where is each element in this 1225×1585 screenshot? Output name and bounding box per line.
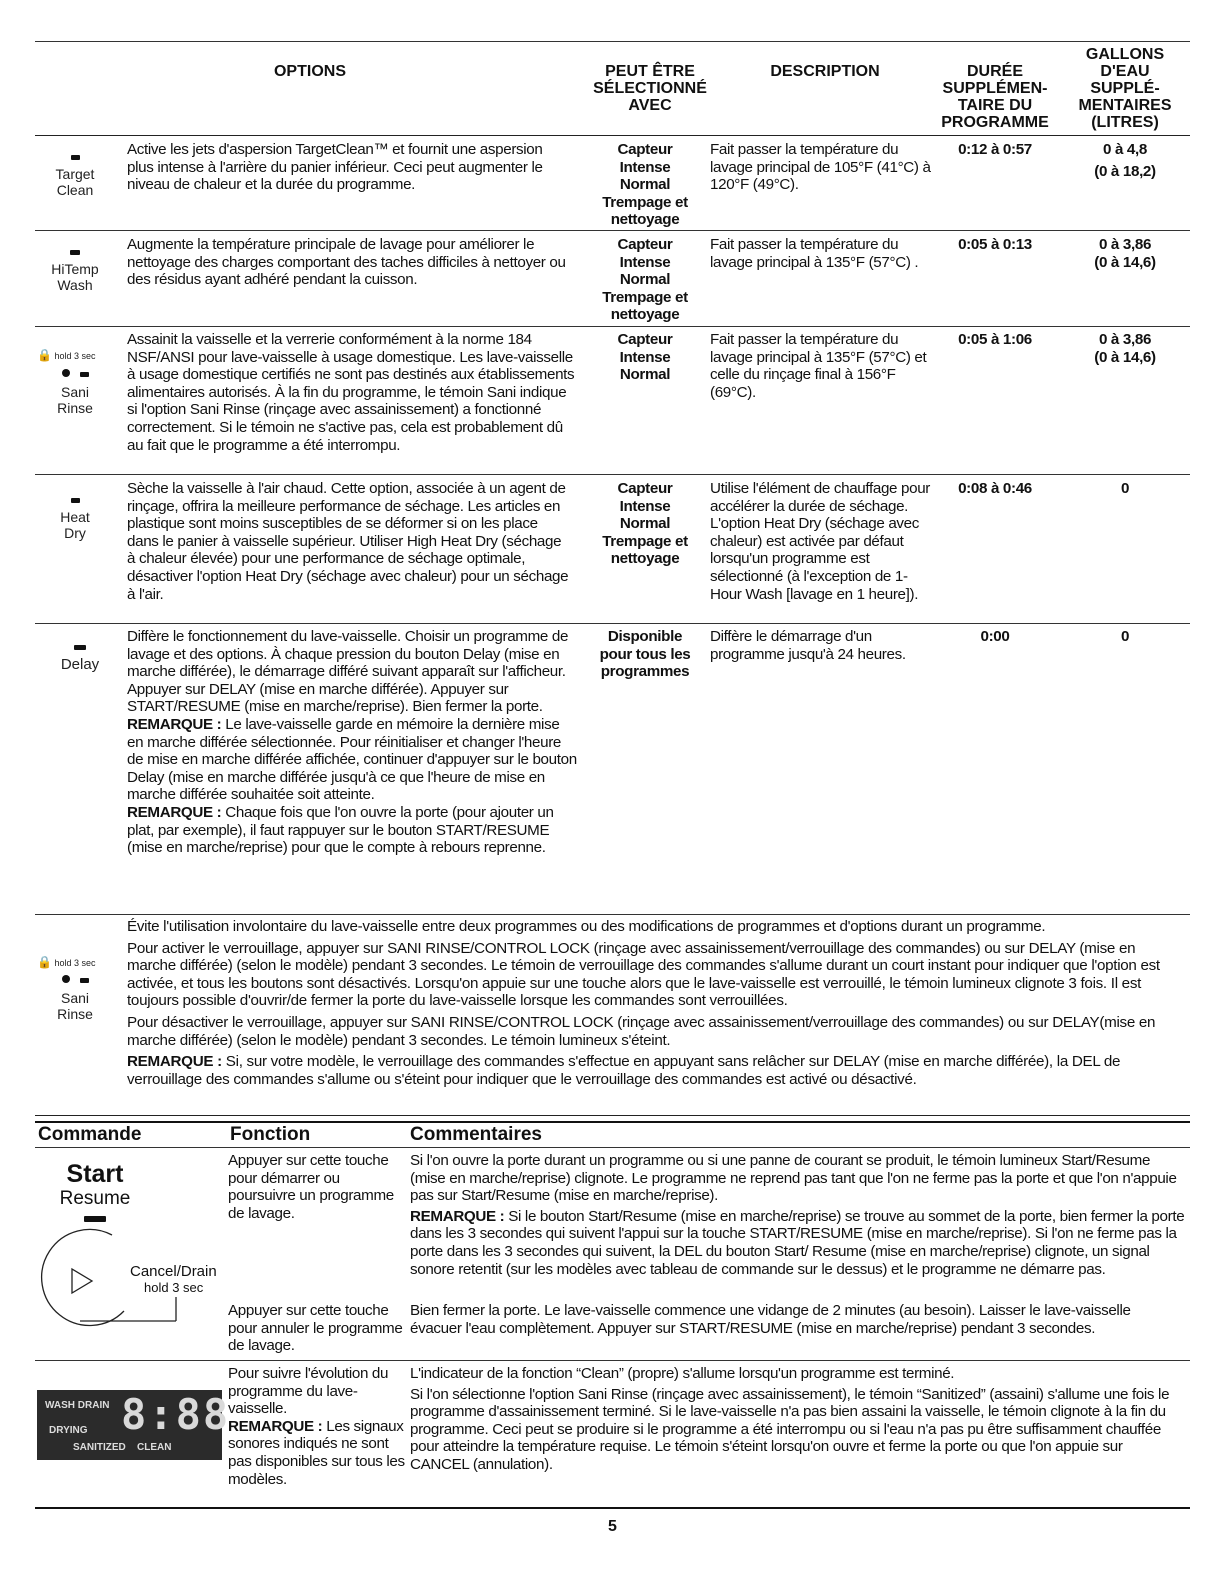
clean-label: CLEAN (137, 1442, 172, 1453)
hitemp-wash-selectable: Capteur Intense Normal Trempage et nettoyage (602, 236, 688, 324)
header-peut: PEUT ÊTRE SÉLECTIONNÉ AVEC (593, 63, 707, 114)
commands-top-rule (35, 1121, 1190, 1123)
hitemp-wash-label: HiTemp Wash (51, 261, 99, 293)
sani-rinse-selectable: Capteur Intense Normal (617, 331, 673, 384)
lock-icon: 🔒 (37, 955, 52, 969)
hitemp-wash-duree: 0:05 à 0:13 (958, 236, 1032, 253)
note-label: REMARQUE : (127, 1053, 222, 1071)
resume-label: Resume (59, 1188, 131, 1209)
heat-dry-options: Sèche la vaisselle à l'air chaud. Cette option, associée à un agent de rinçage, offrira la meilleure performance de séchage. Les articles en plastique sont moins susceptibles de se déformer si on les place dans le panier à vaisselle supérieur. Utiliser High Heat Dry (séchage à chaleur élevée) pour une performance de séchage optimale, désactiver l'option Heat Dry (séchage avec chaleur) pour un séchage à l'air. (127, 480, 569, 603)
display-comment (410, 1365, 1185, 1474)
sani-rinse-description: Fait passer la température du lavage principal à 135°F (57°C) et celle du rinçage final à 156°F (69°C). (710, 331, 927, 401)
sanitized-label: SANITIZED (73, 1442, 126, 1453)
display-digits: 8:88 (121, 1390, 231, 1439)
status-dot-icon (62, 975, 70, 983)
display-fonction (228, 1365, 406, 1488)
drying-label: DRYING (49, 1425, 88, 1436)
lock-sani-rinse-label: Sani Rinse (57, 990, 93, 1022)
delay-description: Diffère le démarrage d'un programme jusqu'à 24 heures. (710, 628, 906, 663)
lock-section-indicator (37, 955, 96, 969)
heat-dry-label: Heat Dry (60, 509, 90, 541)
delay-note-2 (127, 804, 577, 857)
note-label: REMARQUE : (410, 1207, 505, 1225)
heat-dry-duree: 0:08 à 0:46 (958, 480, 1032, 497)
status-display (37, 1390, 231, 1460)
display-fonction-text: Pour suivre l'évolution du programme du lave-vaisselle. (228, 1365, 389, 1418)
hitemp-wash-description: Fait passer la température du lavage principal à 135°F (57°C) . (710, 236, 919, 271)
cancel-drain-label: Cancel/Drain (130, 1263, 217, 1280)
hold-label: hold 3 sec (54, 351, 96, 361)
hitemp-wash-options: Augmente la température principale de lavage pour améliorer le nettoyage des charges comportant des taches difficiles à nettoyer ou des résidus ayant adhéré pendant la cuisson. (127, 236, 566, 289)
cancel-hold-label: hold 3 sec (144, 1280, 204, 1295)
delay-note-1 (127, 716, 577, 804)
display-comment-2: Si l'on sélectionne l'option Sani Rinse (rinçage avec assainissement), le témoin “Sanitized” (assaini) s'allume une fois le programme d'assainissement terminé. Si le lave-vaisselle n'a pas bien assaini la vaisselle, le témoin clignote à la fin du programme. Ceci peut se produire si le programme a été interrompu ou si l'eau n'a pas pu être suffisamment chauffée pour atteindre la température requise. Le témoin s'éteint lorsqu'on ouvre et ferme la porte ou que l'on appuie sur CANCEL (annulation). (410, 1385, 1170, 1473)
lock-note (127, 1053, 1185, 1088)
hold-label: hold 3 sec (54, 958, 96, 968)
delay-selectable: Disponible pour tous les programmes (599, 628, 691, 681)
fonction-header: Fonction (230, 1124, 311, 1145)
cancel-drain-button[interactable] (28, 1225, 228, 1335)
heat-dry-description: Utilise l'élément de chauffage pour accélérer la durée de séchage. L'option Heat Dry (séchage avec chaleur) est activée par défaut lorsqu'un programme est sélectionné (à l'exception de 1-Hour Wash [lavage en 1 heure]). (710, 480, 931, 603)
note-text: Le lave-vaisselle garde en mémoire la dernière mise en marche différée sélectionnée. Pour réinitialiser et changer l'heure de mise en marche différée affichée, continuer d'appuyer sur le bouton Delay (mise en marche différée jusqu'à ce que l'heure de mise en marche différée souhaitée soit atteinte. (127, 715, 577, 804)
start-label: Start (66, 1160, 124, 1188)
note-text: Si le bouton Start/Resume (mise en marche/reprise) se trouve au sommet de la porte, bien fermer la porte dans les 3 secondes qui suivent l'appui sur la touche START/RESUME (mise en marche/reprise). Si l'on ne ferme pas la porte dans les 3 secondes qui suivent, la DEL du bouton Start/ Resume (mise en marche/reprise) clignote, un signal sonore retentit (sur les modèles avec tableau de commande sur le dessus) et le programme ne démarre pas. (410, 1207, 1185, 1278)
status-dot-icon (62, 369, 70, 377)
target-clean-label: Target Clean (55, 166, 95, 198)
sani-rinse-lock-indicator (37, 348, 96, 362)
row-rule (35, 326, 1190, 327)
heat-dry-selectable: Capteur Intense Normal Trempage et nettoyage (602, 480, 688, 568)
lock-paragraph-3: Pour désactiver le verrouillage, appuyer sur SANI RINSE/CONTROL LOCK (rinçage avec assainissement/verrouillage des commandes) ou sur DELAY(mise en marche différée) (selon le modèle) pendant 3 secondes. Le témoin lumineux s'éteint. (127, 1013, 1156, 1049)
hitemp-wash-control[interactable] (40, 250, 110, 293)
header-gallons: GALLONS D'EAU SUPPLÉ- MENTAIRES (LITRES) (1078, 46, 1172, 131)
note-label: REMARQUE : (127, 715, 222, 733)
top-rule (35, 41, 1190, 42)
delay-options (127, 628, 577, 857)
delay-label: Delay (60, 656, 100, 673)
commands-row-rule (35, 1360, 1190, 1361)
start-resume-button[interactable] (40, 1160, 150, 1228)
litres-value: (0 à 18,2) (1094, 162, 1156, 180)
target-clean-options: Active les jets d'aspersion TargetClean™ et fournit une aspersion plus intense à l'arrière du panier inférieur. Ceci peut augmenter le niveau de chaleur et la durée du programme. (127, 141, 543, 194)
delay-options-text: Diffère le fonctionnement du lave-vaisselle. Choisir un programme de lavage et des options. À chaque pression du bouton Delay (mise en marche différée), le démarrage différé suivant apparaît sur l'afficheur. Appuyer sur DELAY (mise en marche différée). Appuyer sur START/RESUME (mise en marche/reprise). Bien fermer la porte. (127, 628, 569, 716)
commentaires-header: Commentaires (410, 1124, 542, 1145)
gallons-value: 0 à 3,86 (1098, 236, 1152, 253)
header-description: DESCRIPTION (770, 63, 880, 80)
row-rule (35, 623, 1190, 624)
commands-bottom-rule (35, 1507, 1190, 1509)
start-comment (410, 1152, 1185, 1278)
litres-value: (0 à 14,6) (1094, 348, 1156, 366)
heat-dry-control[interactable] (45, 498, 105, 541)
sani-rinse-options: Assainit la vaisselle et la verrerie conformément à la norme 184 NSF/ANSI pour lave-vaisselle à usage domestique. Les lave-vaisselle à usage domestique certifiés ne sont pas destinés aux établissements alimentaires autorisés. À la fin du programme, le témoin Sani indique si l'option Sani Rinse (rinçage avec assainissement) a fonctionné correctement. Si le témoin ne s'active pas, cela est probablement dû au fait que le programme a été interrompu. (127, 331, 575, 454)
target-clean-duree: 0:12 à 0:57 (958, 141, 1032, 158)
header-rule (35, 135, 1190, 136)
wash-drain-label: WASH DRAIN (45, 1400, 110, 1411)
indicator-led-icon (71, 155, 80, 160)
commands-header-rule (35, 1147, 1190, 1148)
sani-rinse-label: Sani Rinse (57, 384, 93, 416)
display-fonction-note (228, 1418, 406, 1488)
gallons-value: 0 à 3,86 (1098, 331, 1152, 348)
note-label: REMARQUE : (127, 803, 222, 821)
lock-paragraph-2: Pour activer le verrouillage, appuyer sur SANI RINSE/CONTROL LOCK (rinçage avec assainissement/verrouillage des commandes) ou sur DELAY (mise en marche différée) (selon le modèle) pendant 3 secondes. Le témoin de verrouillage des commandes s'allume durant un court instant pour indiquer que l'option est activée, et tous les boutons sont désactivés. Lorsqu'on appuie sur une touche alors que le lave-vaisselle est verrouillé, le témoin lumineux clignote 3 fois. Il est toujours possible d'ouvrir/de fermer la porte du lave-vaisselle lorsque les commandes sont verrouillées. (127, 939, 1160, 1010)
gallons-value: 0 à 4,8 (1103, 141, 1147, 158)
indicator-led-icon (84, 1216, 106, 1222)
lock-icon: 🔒 (37, 348, 52, 362)
header-duree: DURÉE SUPPLÉMEN- TAIRE DU PROGRAMME (941, 63, 1049, 131)
target-clean-selectable: Capteur Intense Normal Trempage et nettoyage (602, 141, 688, 229)
target-clean-description: Fait passer la température du lavage principal de 105°F (41°C) à 120°F (49°C). (710, 141, 931, 194)
litres-value: (0 à 14,6) (1094, 253, 1156, 271)
header-options: OPTIONS (273, 63, 346, 80)
target-clean-gallons (1065, 141, 1185, 180)
indicator-led-icon (80, 372, 89, 377)
start-note (410, 1208, 1185, 1278)
delay-duree: 0:00 (980, 628, 1010, 645)
note-text: Chaque fois que l'on ouvre la porte (pour ajouter un plat, par exemple), il faut rappuyer sur le bouton START/RESUME (mise en marche/reprise) pour que le compte à rebours reprenne. (127, 803, 554, 857)
page-number: 5 (608, 1518, 617, 1535)
indicator-led-icon (71, 498, 80, 503)
delay-gallons: 0 (1120, 628, 1130, 645)
indicator-led-icon (80, 978, 89, 983)
target-clean-control[interactable] (45, 155, 105, 198)
row-rule (35, 914, 1190, 915)
hitemp-wash-gallons (1065, 236, 1185, 271)
indicator-led-icon (74, 645, 86, 650)
row-rule (35, 230, 1190, 231)
commande-header: Commande (38, 1124, 142, 1145)
start-fonction: Appuyer sur cette touche pour démarrer ou poursuivre un programme de lavage. (228, 1152, 394, 1222)
sani-rinse-duree: 0:05 à 1:06 (958, 331, 1032, 348)
heat-dry-gallons: 0 (1120, 480, 1130, 497)
lock-text (127, 918, 1185, 1088)
cancel-fonction: Appuyer sur cette touche pour annuler le programme de lavage. (228, 1302, 403, 1355)
note-text: Si, sur votre modèle, le verrouillage des commandes s'effectue en appuyant sans relâcher sur DELAY (mise en marche différée), la DEL de verrouillage des commandes s'allume ou s'éteint pour indiquer que le verrouillage des commandes est activé ou désactivé. (127, 1053, 1121, 1088)
display-comment-1: L'indicateur de la fonction “Clean” (propre) s'allume lorsqu'un programme est terminé. (410, 1365, 955, 1382)
section-rule (35, 1115, 1190, 1116)
sani-rinse-control[interactable] (40, 364, 110, 416)
cancel-comment: Bien fermer la porte. Le lave-vaisselle commence une vidange de 2 minutes (au besoin). Laisser le lave-vaisselle évacuer l'eau complètement. Appuyer sur START/RESUME (mise en marche/reprise) pendant 3 secondes. (410, 1302, 1131, 1337)
sani-rinse-gallons (1065, 331, 1185, 366)
lock-sani-rinse-control[interactable] (40, 970, 110, 1022)
note-text: Les signaux sonores indiqués ne sont pas disponibles sur tous les modèles. (228, 1417, 405, 1488)
indicator-led-icon (70, 250, 80, 255)
row-rule (35, 474, 1190, 475)
lock-paragraph-1: Évite l'utilisation involontaire du lave-vaisselle entre deux programmes ou des modifications de programmes et d'options durant un programme. (127, 918, 1046, 935)
note-label: REMARQUE : (228, 1417, 323, 1435)
delay-control[interactable] (45, 645, 115, 673)
start-comment-text: Si l'on ouvre la porte durant un programme ou si une panne de courant se produit, le témoin lumineux Start/Resume (mise en marche/reprise) clignote. Le programme ne reprend pas tant que l'on ne ferme pas la porte et que l'on n'appuie pas sur Start/Resume (mise en marche/reprise). (410, 1152, 1177, 1205)
